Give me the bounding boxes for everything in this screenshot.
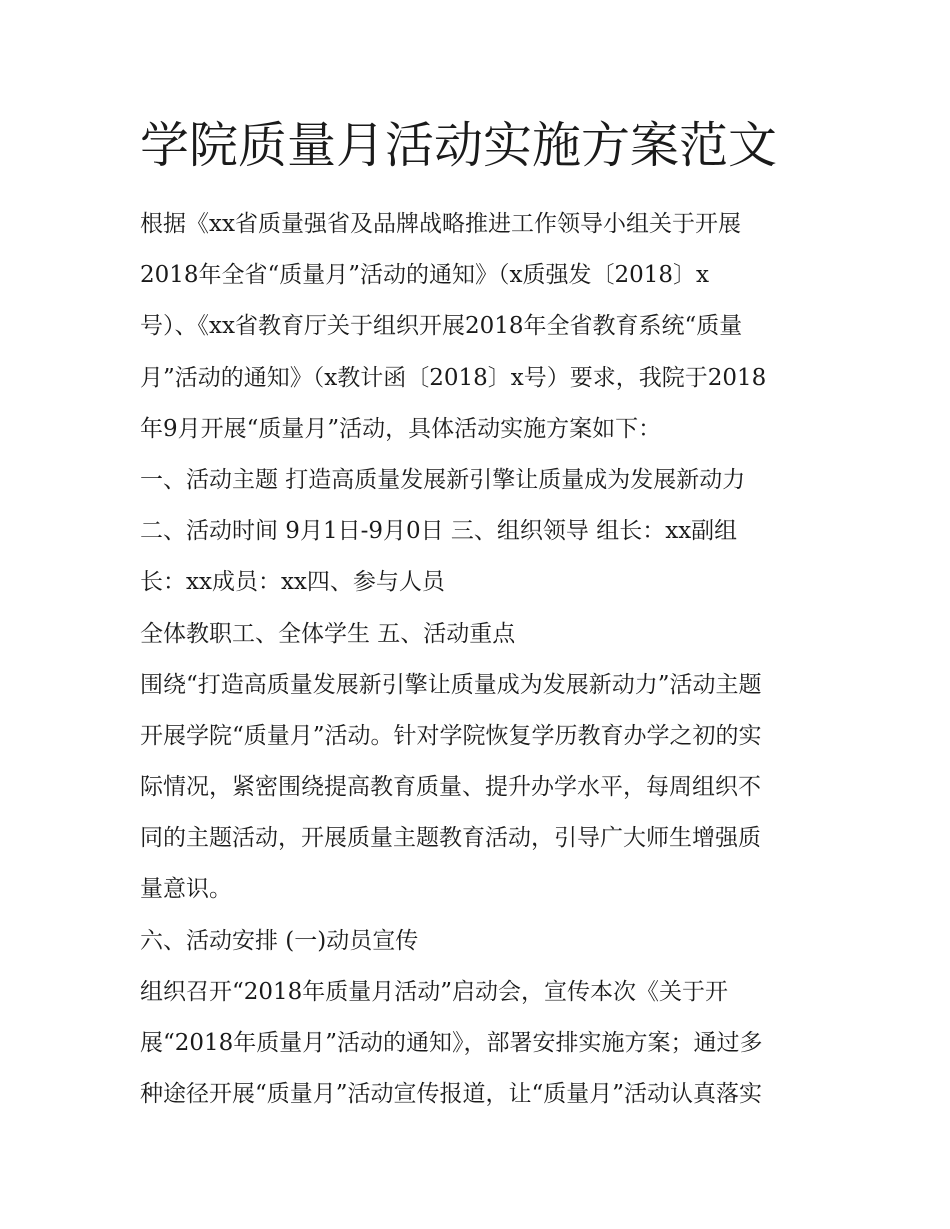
body-line: 长：xx成员：xx四、参与人员 xyxy=(140,569,445,596)
document-body xyxy=(140,199,820,1120)
document-title: 学院质量月活动实施方案范文 xyxy=(140,117,778,174)
body-line: 量意识。 xyxy=(140,876,232,903)
body-line: 号）、《xx省教育厅关于组织开展2018年全省教育系统“质量 xyxy=(140,313,743,340)
section-heading: 二、活动时间 9月1日-9月0日 三、组织领导 组长：xx副组 xyxy=(140,518,738,545)
body-line: 展“2018年质量月”活动的通知》，部署安排实施方案；通过多 xyxy=(140,1030,763,1056)
body-line: 同的主题活动，开展质量主题教育活动，引导广大师生增强质 xyxy=(140,825,761,852)
section-heading: 一、活动主题 打造高质量发展新引擎让质量成为发展新动力 xyxy=(140,466,746,493)
body-line: 年9月开展“质量月”活动，具体活动实施方案如下： xyxy=(140,415,662,442)
section-heading: 全体教职工、全体学生 五、活动重点 xyxy=(140,620,516,647)
body-line: 2018年全省“质量月”活动的通知》（x质强发〔2018〕x xyxy=(140,262,710,289)
body-line: 开展学院“质量月”活动。针对学院恢复学历教育办学之初的实 xyxy=(140,722,762,749)
body-line: 根据《xx省质量强省及品牌战略推进工作领导小组关于开展 xyxy=(140,211,741,237)
body-line: 种途径开展“质量月”活动宣传报道，让“质量月”活动认真落实 xyxy=(140,1081,763,1108)
section-heading: 六、活动安排 (一)动员宣传 xyxy=(140,927,419,954)
body-line: 际情况，紧密围绕提高教育质量、提升办学水平，每周组织不 xyxy=(140,774,761,801)
body-line: 围绕“打造高质量发展新引擎让质量成为发展新动力”活动主题 xyxy=(140,671,762,698)
body-line: 组织召开“2018年质量月活动”启动会，宣传本次《关于开 xyxy=(140,978,729,1005)
body-line: 月”活动的通知》（x教计函〔2018〕x号）要求，我院于2018 xyxy=(140,364,767,391)
